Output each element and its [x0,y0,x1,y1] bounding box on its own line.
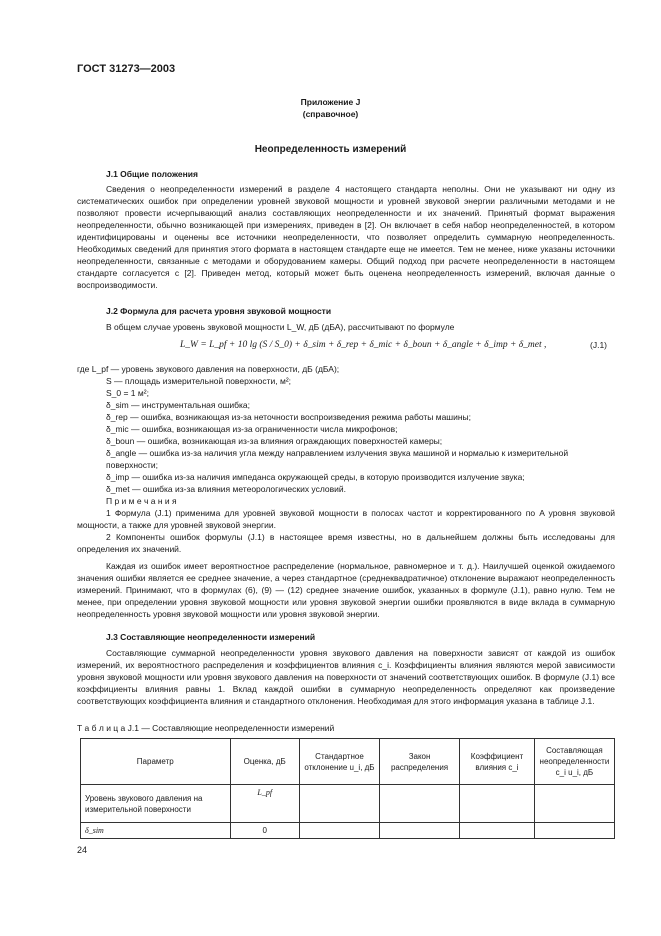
note-item: 2 Компоненты ошибок формулы (J.1) в настоящее время известны, но в дальнейшем должны быть исследованы для определения их значений. [77,532,615,554]
section-heading-j2: J.2 Формула для расчета уровня звуковой мощности [106,306,332,316]
section-j3-body [77,647,615,707]
definition-item: δ_sim — инструментальная ошибка; [106,400,250,410]
table-header-cell: Стандартное отклонение u_i, дБ [299,739,379,785]
table-header-cell: Оценка, дБ [230,739,299,785]
paragraph: Каждая из ошибок имеет вероятностное распределение (нормальное, равномерное и т. д.). Наилучшей оценкой ожидаемого значения ошибки является ее среднее значение, а через стандартное (среднеквадратичное) отклонение выражают неопределенность измерений. Принимают, что в формулах (6), (9) — (12) среднее значение ошибок, указанных в формуле (J.1), равно нулю. Тем не менее, при определении уровня звуковой мощности или уровня звуковой энергии ошибки проявляются в виде вклада в суммарную неопределенность уровня звуковой мощности или уровня звуковой энергии. [77,561,615,619]
distribution-paragraph-block [77,560,615,620]
definition-item: где L_pf — уровень звукового давления на поверхности, дБ (дБА); [77,364,340,374]
page-number: 24 [77,845,88,855]
definition-item: S_0 = 1 м²; [106,388,149,398]
table-cell: 0 [230,823,299,839]
note-item: 1 Формула (J.1) применима для уровней звуковой мощности в полосах частот и корректированного по A уровня звуковой мощности, а также для уровней звуковой энергии. [77,508,615,530]
definition-item: δ_imp — ошибка из-за наличия импеданса окружающей среды, в которую производится излучение звука; [106,472,525,482]
notes-heading: П р и м е ч а н и я [106,496,177,506]
paragraph: Составляющие суммарной неопределенности уровня звукового давления на поверхности зависят от каждой из ошибок измерений, их вероятностного распределения и коэффициентов влияния c_i. Коэффициенты влияния являются мерой зависимости уровня звуковой мощности или уровня звукового давления на поверхности от значений соответствующих ошибок. В формуле (J.1) все коэффициенты влияния равны 1. Вклад каждой ошибки в суммарную неопределенность определяют как произведение соответствующих коэффициента влияния и стандартного отклонения. Необходимая для этого информация указана в таблице J.1. [77,648,615,706]
table-cell [460,823,535,839]
standard-code: ГОСТ 31273—2003 [77,63,176,75]
definition-item: δ_met — ошибка из-за влияния метеорологических условий. [106,484,346,494]
table-cell [299,785,379,823]
table-row [81,785,615,823]
formula-number: (J.1) [590,340,607,350]
table-cell [534,785,614,823]
section-j1-body [77,183,615,291]
uncertainty-table [80,738,615,839]
section-j2-intro [77,321,615,333]
definitions-list [77,363,615,495]
table-cell [460,785,535,823]
table-header-cell: Закон распределения [380,739,460,785]
annex-label: Приложение J [300,97,361,107]
table-header-row [81,739,615,785]
paragraph: В общем случае уровень звуковой мощности L_W, дБ (дБА), рассчитывают по формуле [106,322,455,332]
table-cell [380,823,460,839]
notes-block [77,495,615,555]
table-cell [380,785,460,823]
table-cell: L_pf [230,785,299,823]
definition-item: δ_boun — ошибка, возникающая из-за влияния ограждающих поверхностей камеры; [106,436,443,446]
table-caption: Т а б л и ц а J.1 — Составляющие неопределенности измерений [77,723,335,733]
definition-item: δ_mic — ошибка, возникающая из-за ограниченности числа микрофонов; [106,424,398,434]
table-cell [299,823,379,839]
table-cell: δ_sim [81,823,231,839]
table-row [81,823,615,839]
definition-item: δ_rep — ошибка, возникающая из-за неточности воспроизведения режима работы машины; [106,412,472,422]
table-header-cell: Составляющая неопределенности c_i u_i, дБ [534,739,614,785]
table-cell: Уровень звукового давления на измерительной поверхности [81,785,231,823]
table-cell [534,823,614,839]
definition-item: δ_angle — ошибка из-за наличия угла между направлением излучения звука машиной и нормалью к измерительной поверхности; [106,448,569,470]
section-heading-j1: J.1 Общие положения [106,169,198,179]
formula-j1: L_W = L_pf + 10 lg (S / S_0) + δ_sim + δ_rep + δ_mic + δ_boun + δ_angle + δ_imp + δ_met , [180,340,547,350]
table-header-cell: Параметр [81,739,231,785]
annex-status: (справочное) [302,109,359,119]
definition-item: S — площадь измерительной поверхности, м²; [106,376,292,386]
table-header-cell: Коэффициент влияния c_i [460,739,535,785]
annex-title: Неопределенность измерений [254,144,407,155]
paragraph: Сведения о неопределенности измерений в разделе 4 настоящего стандарта неполны. Они не указывают ни одну из систематических ошибок при определении уровней звуковой мощности и уровней звуковой энергии различными методами и не позволяют провести исчерпывающий анализ составляющих неопределенности и их значений. Принятый формат выражения неопределенности, обычно возникающей при измерениях, приведен в [2]. Он включает в себя набор неопределенностей, в котором идентифицированы и оценены все источники неопределенности, что позволяет определить суммарную неопределенность. Необходимых сведений для принятия этого формата в настоящем стандарте еще не имеется. Тем не менее, ниже указаны источники неопределенности, связанные с методами и оборудованием камеры. Общий подход при расчете неопределенности в настоящем стандарте согласуется с [2]. Приведен метод, который может быть оценена неопределенность измерений, включая данные о воспроизводимости. [77,184,615,290]
section-heading-j3: J.3 Составляющие неопределенности измерений [106,632,316,642]
